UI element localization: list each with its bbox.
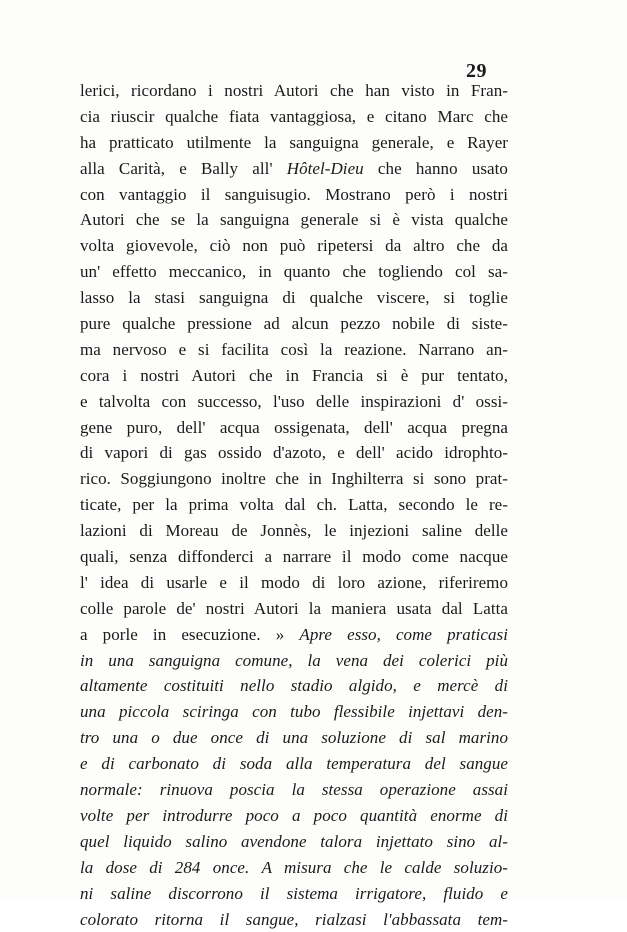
italic-term: Hôtel-Dieu xyxy=(287,159,364,178)
text-line: ma nervoso e si facilita così la reazione. Narrano an- xyxy=(80,337,508,363)
text-line: quel liquido salino avendone talora injettato sino al- xyxy=(80,829,508,855)
text-line: gene puro, dell' acqua ossigenata, dell' acqua pregna xyxy=(80,415,508,441)
text-line: pure qualche pressione ad alcun pezzo nobile di siste- xyxy=(80,311,508,337)
page-number: 29 xyxy=(466,60,487,83)
text-line: colorato ritorna il sangue, rialzasi l'abbassata tem- xyxy=(80,907,508,932)
text-segment: la dose di 284 once. xyxy=(80,858,249,877)
text-line: cora i nostri Autori che in Francia si è pur tentato, xyxy=(80,363,508,389)
text-line: volte per introdurre poco a poco quantità enorme di xyxy=(80,803,508,829)
italic-quote: Apre esso, come praticasi xyxy=(299,625,508,644)
text-line: e di carbonato di soda alla temperatura del sangue xyxy=(80,751,508,777)
text-line: e talvolta con successo, l'uso delle inspirazioni d' ossi- xyxy=(80,389,508,415)
italic-quote: A misura che le calde soluzio- xyxy=(262,858,508,877)
text-segment: a porle in esecuzione. » xyxy=(80,625,284,644)
text-line: lerici, ricordano i nostri Autori che han visto in Fran- xyxy=(80,78,508,104)
text-line: Autori che se la sanguigna generale si è vista qualche xyxy=(80,207,508,233)
text-line: in una sanguigna comune, la vena dei colerici più xyxy=(80,648,508,674)
text-line: una piccola sciringa con tubo flessibile injettavi den- xyxy=(80,699,508,725)
text-line: normale: rinuova poscia la stessa operazione assai xyxy=(80,777,508,803)
text-line: quali, senza diffonderci a narrare il modo come nacque xyxy=(80,544,508,570)
text-line xyxy=(80,622,508,648)
text-line: rico. Soggiungono inoltre che in Inghilterra si sono prat- xyxy=(80,466,508,492)
text-line: altamente costituiti nello stadio algido, e mercè di xyxy=(80,673,508,699)
text-line: ticate, per la prima volta dal ch. Latta, secondo le re- xyxy=(80,492,508,518)
text-line xyxy=(80,156,508,182)
text-line: ha pratticato utilmente la sanguigna generale, e Rayer xyxy=(80,130,508,156)
text-line: lasso la stasi sanguigna di qualche viscere, si toglie xyxy=(80,285,508,311)
text-segment: alla Carità, e Bally all' xyxy=(80,159,273,178)
body-text xyxy=(80,78,508,932)
text-line: ni saline discorrono il sistema irrigatore, fluido e xyxy=(80,881,508,907)
text-line: con vantaggio il sanguisugio. Mostrano però i nostri xyxy=(80,182,508,208)
text-line: un' effetto meccanico, in quanto che togliendo col sa- xyxy=(80,259,508,285)
text-line: di vapori di gas ossido d'azoto, e dell' acido idrophto- xyxy=(80,440,508,466)
text-line: l' idea di usarle e il modo di loro azione, riferiremo xyxy=(80,570,508,596)
text-line: colle parole de' nostri Autori la maniera usata dal Latta xyxy=(80,596,508,622)
text-segment: che hanno usato xyxy=(378,159,508,178)
text-line xyxy=(80,855,508,881)
text-line: volta giovevole, ciò non può ripetersi da altro che da xyxy=(80,233,508,259)
text-line: cia riuscir qualche fiata vantaggiosa, e citano Marc che xyxy=(80,104,508,130)
text-line: lazioni di Moreau de Jonnès, le injezioni saline delle xyxy=(80,518,508,544)
text-line: tro una o due once di una soluzione di sal marino xyxy=(80,725,508,751)
